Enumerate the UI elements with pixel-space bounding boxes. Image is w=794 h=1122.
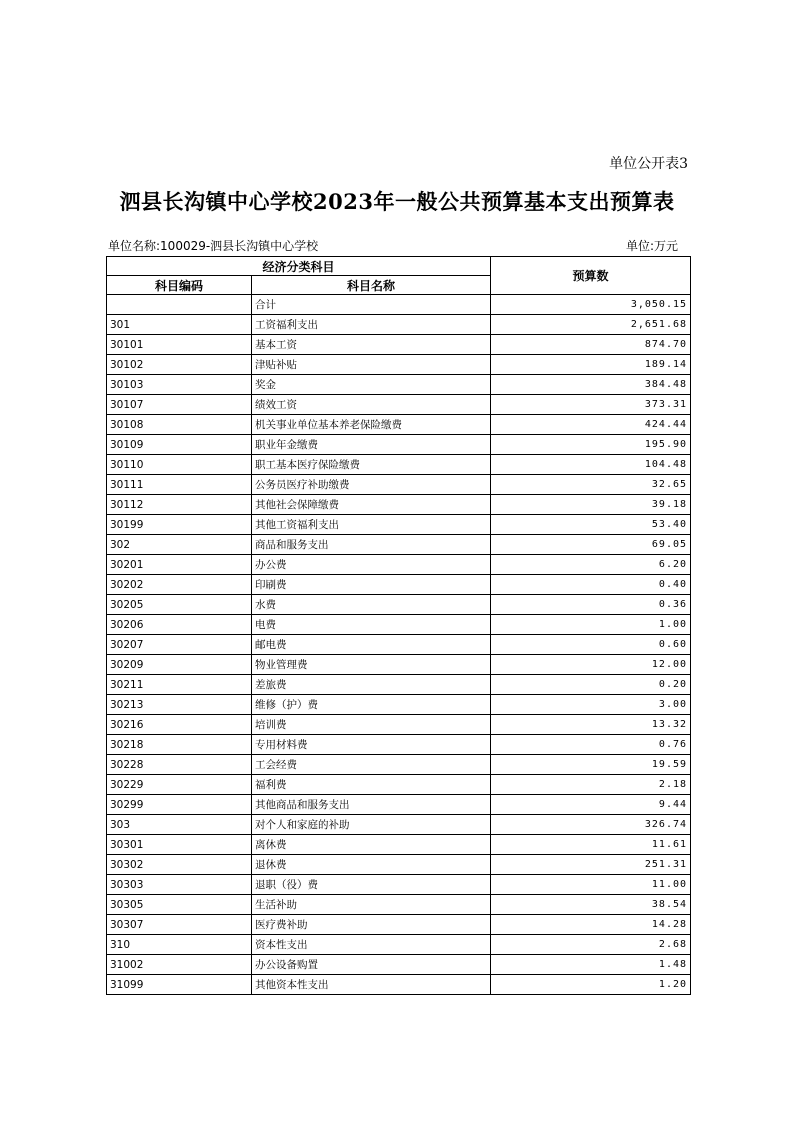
table-row <box>107 755 691 775</box>
budget-amount-cell: 0.76 <box>491 735 691 755</box>
subject-code-cell: 30228 <box>107 755 252 775</box>
table-row <box>107 775 691 795</box>
subject-name-cell: 其他工资福利支出 <box>252 515 491 535</box>
subject-code-cell: 30102 <box>107 355 252 375</box>
subject-name-cell: 奖金 <box>252 375 491 395</box>
subject-code-cell: 30111 <box>107 475 252 495</box>
table-row <box>107 455 691 475</box>
subject-code-cell: 30202 <box>107 575 252 595</box>
budget-amount-cell: 6.20 <box>491 555 691 575</box>
subject-code-cell: 30108 <box>107 415 252 435</box>
subject-code-cell: 30211 <box>107 675 252 695</box>
subject-code-cell: 30199 <box>107 515 252 535</box>
subject-name-cell: 职业年金缴费 <box>252 435 491 455</box>
subject-name-cell: 公务员医疗补助缴费 <box>252 475 491 495</box>
budget-amount-cell: 424.44 <box>491 415 691 435</box>
budget-amount-cell: 2,651.68 <box>491 315 691 335</box>
subject-code-cell: 30101 <box>107 335 252 355</box>
subject-name-cell: 离休费 <box>252 835 491 855</box>
subject-name-cell: 津贴补贴 <box>252 355 491 375</box>
header-economic-category: 经济分类科目 <box>107 257 491 276</box>
budget-amount-cell: 0.40 <box>491 575 691 595</box>
budget-amount-cell: 1.20 <box>491 975 691 995</box>
subject-code-cell: 30209 <box>107 655 252 675</box>
subject-code-cell: 30205 <box>107 595 252 615</box>
budget-amount-cell: 874.70 <box>491 335 691 355</box>
subject-name-cell: 其他资本性支出 <box>252 975 491 995</box>
subject-name-cell: 印刷费 <box>252 575 491 595</box>
subject-code-cell: 30307 <box>107 915 252 935</box>
table-row <box>107 955 691 975</box>
budget-amount-cell: 13.32 <box>491 715 691 735</box>
subject-name-cell: 其他商品和服务支出 <box>252 795 491 815</box>
budget-amount-cell: 251.31 <box>491 855 691 875</box>
subject-name-cell: 机关事业单位基本养老保险缴费 <box>252 415 491 435</box>
budget-amount-cell: 384.48 <box>491 375 691 395</box>
budget-amount-cell: 104.48 <box>491 455 691 475</box>
table-row <box>107 835 691 855</box>
subject-name-cell: 职工基本医疗保险缴费 <box>252 455 491 475</box>
budget-amount-cell: 195.90 <box>491 435 691 455</box>
subject-name-cell: 差旅费 <box>252 675 491 695</box>
subject-code-cell: 30207 <box>107 635 252 655</box>
currency-unit-label: 单位:万元 <box>625 239 678 253</box>
table-header <box>107 257 691 295</box>
table-row <box>107 715 691 735</box>
subject-name-cell: 对个人和家庭的补助 <box>252 815 491 835</box>
budget-amount-cell: 9.44 <box>491 795 691 815</box>
subject-name-cell: 生活补助 <box>252 895 491 915</box>
budget-amount-cell: 11.61 <box>491 835 691 855</box>
budget-amount-cell: 3,050.15 <box>491 295 691 315</box>
table-row <box>107 635 691 655</box>
subject-code-cell: 30218 <box>107 735 252 755</box>
table-row <box>107 935 691 955</box>
table-row <box>107 375 691 395</box>
table-row <box>107 795 691 815</box>
budget-amount-cell: 14.28 <box>491 915 691 935</box>
budget-amount-cell: 38.54 <box>491 895 691 915</box>
table-row <box>107 815 691 835</box>
header-budget-amount: 预算数 <box>491 257 691 295</box>
table-row <box>107 675 691 695</box>
table-row <box>107 855 691 875</box>
subject-name-cell: 维修（护）费 <box>252 695 491 715</box>
budget-amount-cell: 11.00 <box>491 875 691 895</box>
subject-code-cell: 301 <box>107 315 252 335</box>
subject-code-cell: 30229 <box>107 775 252 795</box>
subject-code-cell: 30110 <box>107 455 252 475</box>
budget-amount-cell: 1.00 <box>491 615 691 635</box>
budget-amount-cell: 0.36 <box>491 595 691 615</box>
subject-name-cell: 办公设备购置 <box>252 955 491 975</box>
subject-code-cell: 31002 <box>107 955 252 975</box>
subject-name-cell: 专用材料费 <box>252 735 491 755</box>
table-row <box>107 915 691 935</box>
table-body <box>107 295 691 995</box>
subject-code-cell: 303 <box>107 815 252 835</box>
table-row <box>107 895 691 915</box>
subject-name-cell: 培训费 <box>252 715 491 735</box>
table-row <box>107 335 691 355</box>
table-row <box>107 575 691 595</box>
budget-amount-cell: 2.68 <box>491 935 691 955</box>
subject-name-cell: 福利费 <box>252 775 491 795</box>
table-row <box>107 475 691 495</box>
budget-amount-cell: 373.31 <box>491 395 691 415</box>
subject-code-cell: 30109 <box>107 435 252 455</box>
page-title: 泗县长沟镇中心学校2023年一般公共预算基本支出预算表 <box>119 189 675 214</box>
budget-amount-cell: 2.18 <box>491 775 691 795</box>
unit-name-label: 单位名称:100029-泗县长沟镇中心学校 <box>108 239 319 253</box>
subject-code-cell: 30107 <box>107 395 252 415</box>
header-subject-code: 科目编码 <box>107 276 252 295</box>
header-subject-name: 科目名称 <box>252 276 491 295</box>
subject-name-cell: 工资福利支出 <box>252 315 491 335</box>
table-row <box>107 555 691 575</box>
subject-name-cell: 退职（役）费 <box>252 875 491 895</box>
subject-name-cell: 电费 <box>252 615 491 635</box>
subject-code-cell: 30301 <box>107 835 252 855</box>
table-row <box>107 495 691 515</box>
table-row <box>107 395 691 415</box>
table-row <box>107 295 691 315</box>
subject-code-cell: 30216 <box>107 715 252 735</box>
budget-amount-cell: 53.40 <box>491 515 691 535</box>
budget-amount-cell: 32.65 <box>491 475 691 495</box>
subject-code-cell: 310 <box>107 935 252 955</box>
subject-code-cell: 30303 <box>107 875 252 895</box>
sheet-number: 单位公开表3 <box>609 156 688 172</box>
subject-name-cell: 物业管理费 <box>252 655 491 675</box>
subject-name-cell: 工会经费 <box>252 755 491 775</box>
table-row <box>107 875 691 895</box>
subject-name-cell: 基本工资 <box>252 335 491 355</box>
subject-code-cell: 30213 <box>107 695 252 715</box>
table-row <box>107 615 691 635</box>
table-row <box>107 355 691 375</box>
table-row <box>107 595 691 615</box>
table-row <box>107 415 691 435</box>
table-row <box>107 695 691 715</box>
subject-name-cell: 资本性支出 <box>252 935 491 955</box>
budget-amount-cell: 0.20 <box>491 675 691 695</box>
subject-code-cell: 30201 <box>107 555 252 575</box>
budget-amount-cell: 12.00 <box>491 655 691 675</box>
subject-code-cell <box>107 295 252 315</box>
budget-amount-cell: 326.74 <box>491 815 691 835</box>
subject-code-cell: 31099 <box>107 975 252 995</box>
subject-code-cell: 30206 <box>107 615 252 635</box>
subject-name-cell: 医疗费补助 <box>252 915 491 935</box>
table-row <box>107 655 691 675</box>
budget-amount-cell: 3.00 <box>491 695 691 715</box>
subject-code-cell: 302 <box>107 535 252 555</box>
subject-name-cell: 绩效工资 <box>252 395 491 415</box>
budget-table <box>106 256 691 995</box>
budget-amount-cell: 69.05 <box>491 535 691 555</box>
subject-code-cell: 30302 <box>107 855 252 875</box>
subject-code-cell: 30103 <box>107 375 252 395</box>
table-row <box>107 735 691 755</box>
subject-name-cell: 商品和服务支出 <box>252 535 491 555</box>
subject-code-cell: 30305 <box>107 895 252 915</box>
subject-name-cell: 退休费 <box>252 855 491 875</box>
subject-name-cell: 办公费 <box>252 555 491 575</box>
budget-amount-cell: 39.18 <box>491 495 691 515</box>
subject-code-cell: 30299 <box>107 795 252 815</box>
table-row <box>107 515 691 535</box>
table-row <box>107 315 691 335</box>
subject-name-cell: 邮电费 <box>252 635 491 655</box>
subject-code-cell: 30112 <box>107 495 252 515</box>
subject-name-cell: 水费 <box>252 595 491 615</box>
table-row <box>107 535 691 555</box>
table-row <box>107 435 691 455</box>
budget-amount-cell: 1.48 <box>491 955 691 975</box>
budget-amount-cell: 19.59 <box>491 755 691 775</box>
subject-name-cell: 其他社会保障缴费 <box>252 495 491 515</box>
subject-name-cell: 合计 <box>252 295 491 315</box>
budget-amount-cell: 189.14 <box>491 355 691 375</box>
table-row <box>107 975 691 995</box>
budget-amount-cell: 0.60 <box>491 635 691 655</box>
